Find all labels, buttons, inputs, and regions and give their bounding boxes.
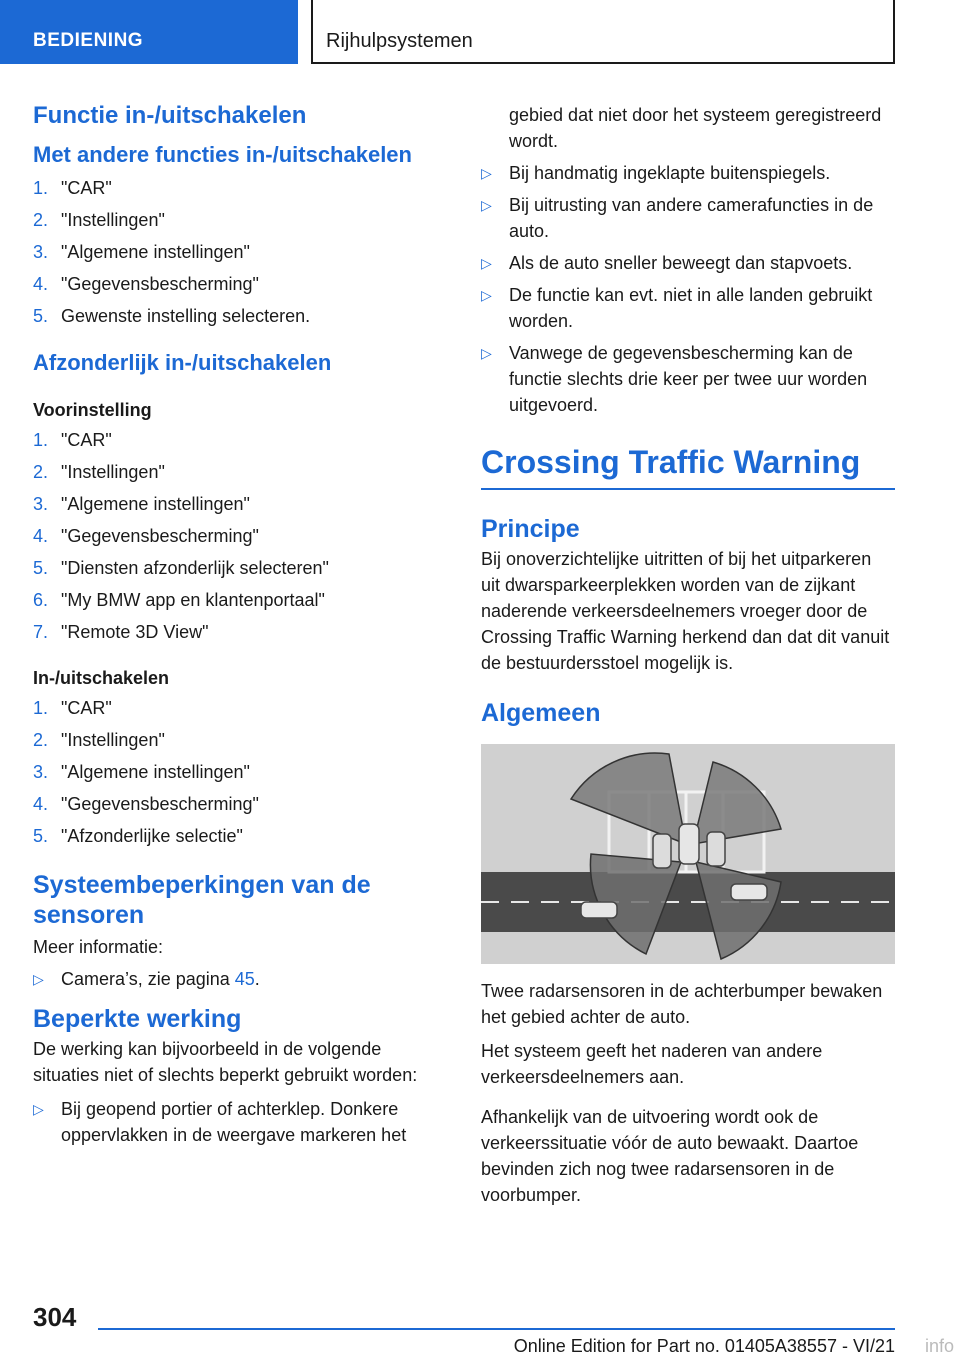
step-number: 1.	[33, 178, 49, 198]
watermark: info	[924, 1336, 954, 1356]
beperkt-paragraph: De werking kan bijvoorbeeld in de volgende situaties niet of slechts beperkt gebruikt worden:	[33, 1039, 418, 1085]
algemeen-paragraph-1: Twee radarsensoren in de achterbumper bewaken het gebied achter de auto.	[481, 981, 883, 1027]
step-item	[33, 456, 448, 488]
triangle-bullet-icon: ▷	[33, 1101, 44, 1117]
chapter-header	[311, 0, 895, 64]
bullet-text: Als de auto sneller beweegt dan stapvoets.	[509, 253, 853, 273]
step-number: 3.	[33, 762, 49, 782]
step-text: "Instellingen"	[61, 210, 165, 230]
heading-andere-functies: Met andere functies in-/uitschakelen	[33, 142, 412, 167]
step-number: 2.	[33, 210, 49, 230]
edition-text: Online Edition for Part no. 01405A38557 - VI/21	[513, 1336, 895, 1356]
step-item	[33, 820, 448, 852]
chapter-title: Rijhulpsystemen	[326, 30, 473, 52]
step-number: 4.	[33, 274, 49, 294]
step-number: 7.	[33, 622, 49, 642]
heading-functie: Functie in-/uitschakelen	[33, 102, 307, 129]
list-item	[481, 340, 895, 418]
left-column	[33, 100, 448, 1154]
step-text: "Gegevensbescherming"	[61, 794, 259, 814]
list-item	[481, 282, 895, 334]
list-item	[481, 160, 895, 186]
step-item	[33, 756, 448, 788]
step-text: "Algemene instellingen"	[61, 494, 250, 514]
step-text: "Instellingen"	[61, 730, 165, 750]
bullet-text: Bij handmatig ingeklapte buitenspiegels.	[509, 163, 831, 183]
list-item: ▷ Bij geopend portier of achterklep. Donkere oppervlakken in de weergave markeren het	[33, 1096, 448, 1148]
subheading-voorinstelling: Voorinstelling	[33, 400, 152, 420]
step-item	[33, 584, 448, 616]
heading-algemeen: Algemeen	[481, 699, 601, 727]
step-item	[33, 788, 448, 820]
steps-list-2	[33, 424, 448, 648]
heading-afzonderlijk: Afzonderlijk in-/uitschakelen	[33, 350, 332, 375]
step-item	[33, 552, 448, 584]
step-item	[33, 204, 448, 236]
algemeen-paragraph-2: Het systeem geeft het naderen van andere verkeersdeelnemers aan.	[481, 1041, 823, 1087]
step-item	[33, 520, 448, 552]
step-text: "Algemene instellingen"	[61, 242, 250, 262]
triangle-bullet-icon: ▷	[481, 345, 492, 361]
continued-text: gebied dat niet door het systeem geregistreerd wordt.	[509, 105, 882, 151]
list-item	[481, 250, 895, 276]
step-text: "Diensten afzonderlijk selecteren"	[61, 558, 329, 578]
step-number: 5.	[33, 306, 49, 326]
triangle-bullet-icon: ▷	[481, 255, 492, 271]
step-number: 5.	[33, 826, 49, 846]
step-number: 4.	[33, 526, 49, 546]
limitation-list-left	[33, 1096, 448, 1148]
subheading-in-uitschakelen: In-/uitschakelen	[33, 668, 170, 688]
step-text: "My BMW app en klantenportaal"	[61, 590, 325, 610]
step-text: "CAR"	[61, 430, 112, 450]
steps-list-3	[33, 692, 448, 852]
step-item	[33, 172, 448, 204]
step-text: "Gegevensbescherming"	[61, 526, 259, 546]
bullet-text: Bij uitrusting van andere camerafuncties in de auto.	[509, 195, 874, 241]
step-text: "CAR"	[61, 178, 112, 198]
step-number: 3.	[33, 494, 49, 514]
step-text: "Gegevensbescherming"	[61, 274, 259, 294]
algemeen-paragraph-3: Afhankelijk van de uitvoering wordt ook de verkeerssituatie vóór de auto bewaakt. Daartoe bevinden zich nog twee radarsensoren in de voorbumper.	[481, 1107, 859, 1205]
step-number: 3.	[33, 242, 49, 262]
step-text: "Instellingen"	[61, 462, 165, 482]
step-number: 5.	[33, 558, 49, 578]
section-header	[0, 0, 298, 64]
radar-zones-diagram	[481, 744, 895, 964]
heading-principe: Principe	[481, 515, 580, 543]
step-item	[33, 236, 448, 268]
step-text: "CAR"	[61, 698, 112, 718]
bullet-text: Vanwege de gegevensbescherming kan de functie slechts drie keer per twee uur worden uitgevoerd.	[509, 343, 868, 415]
triangle-bullet-icon: ▷	[481, 287, 492, 303]
step-item	[33, 724, 448, 756]
step-text: "Algemene instellingen"	[61, 762, 250, 782]
heading-beperkte-werking: Beperkte werking	[33, 1005, 242, 1033]
step-number: 1.	[33, 430, 49, 450]
triangle-bullet-icon: ▷	[481, 197, 492, 213]
footer-divider	[98, 1328, 895, 1330]
step-item	[33, 268, 448, 300]
right-column	[481, 100, 895, 1208]
section-title: BEDIENING	[33, 30, 144, 51]
step-number: 1.	[33, 698, 49, 718]
step-item	[33, 692, 448, 724]
heading-systeembeperkingen: Systeembeperkingen van de sensoren	[33, 871, 371, 929]
steps-list-1	[33, 172, 448, 332]
page-number: 304	[33, 1302, 77, 1332]
step-number: 4.	[33, 794, 49, 814]
triangle-bullet-icon: ▷	[481, 165, 492, 181]
step-item	[33, 488, 448, 520]
step-item	[33, 616, 448, 648]
step-number: 6.	[33, 590, 49, 610]
step-text: "Afzonderlijke selectie"	[61, 826, 243, 846]
step-item	[33, 300, 448, 332]
list-item: ▷ Camera’s, zie pagina 45.	[33, 966, 448, 992]
triangle-bullet-icon: ▷	[33, 971, 44, 987]
step-number: 2.	[33, 462, 49, 482]
step-number: 2.	[33, 730, 49, 750]
heading-crossing-traffic-warning: Crossing Traffic Warning	[481, 440, 895, 490]
step-item	[33, 424, 448, 456]
bullet-text: De functie kan evt. niet in alle landen gebruikt worden.	[509, 285, 873, 331]
page-link-45[interactable]: 45	[234, 969, 255, 989]
limitation-list-right	[481, 160, 895, 418]
camera-reference-list	[33, 966, 448, 992]
meer-informatie: Meer informatie:	[33, 937, 164, 957]
step-text: Gewenste instelling selecteren.	[61, 306, 311, 326]
step-text: "Remote 3D View"	[61, 622, 209, 642]
crossing-traffic-illustration	[481, 744, 895, 964]
principe-paragraph: Bij onoverzichtelijke uitritten of bij het uitparkeren uit dwarsparkeerplekken worden van de zijkant naderende verkeersdeelnemers vroeger door de Crossing Traffic Warning herkend dan dat dit vanuit de bestuurdersstoel mogelijk is.	[481, 549, 890, 673]
list-item	[481, 192, 895, 244]
